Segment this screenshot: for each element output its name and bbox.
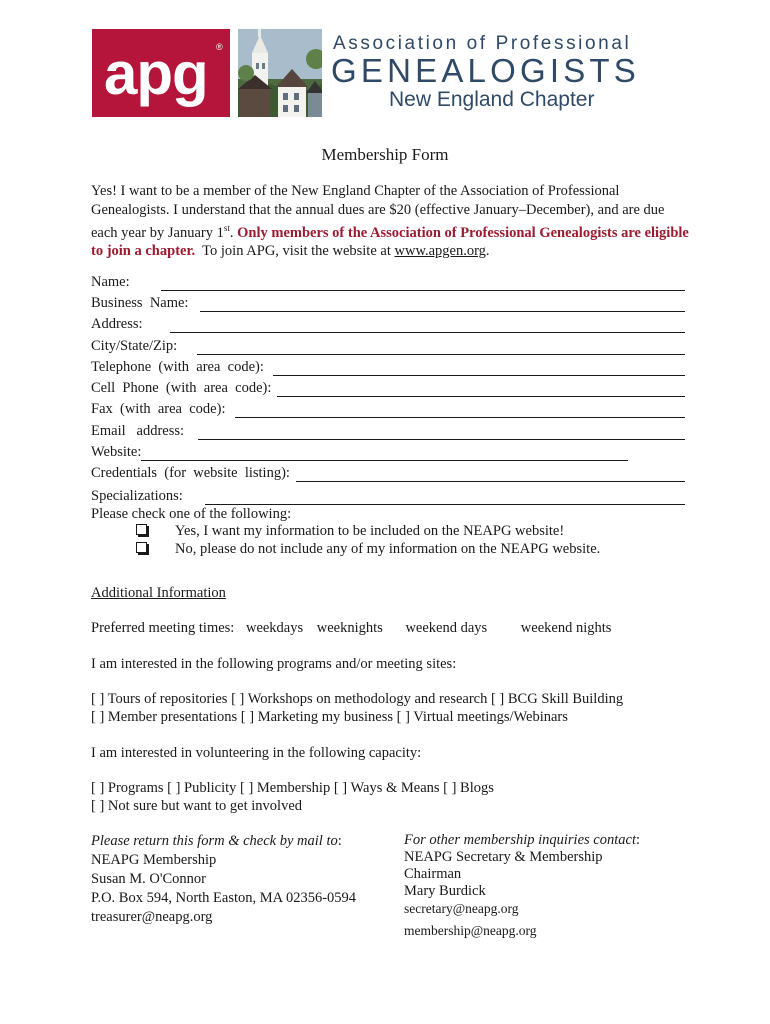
option-yes-label: Yes, I want my information to be included on the NEAPG website! [175,523,565,539]
specializations-input-line[interactable] [205,491,685,505]
credentials-label: Credentials (for website listing): [91,465,290,481]
name-field-row [91,271,685,291]
meeting-option-weeknights[interactable]: weeknights [316,620,383,636]
fax-field-row [91,398,685,418]
apgen-link[interactable]: www.apgen.org [394,243,486,260]
option-no-row [136,541,600,558]
fax-label: Fax (with area code): [91,401,226,417]
return-label [91,832,356,851]
contact-email-membership[interactable]: membership@neapg.org [404,923,537,938]
programs-prompt: I am interested in the following programs and/or meeting sites: [91,656,457,672]
check-prompt: Please check one of the following: [91,506,292,522]
org-name-line2: GENEALOGISTS [331,52,640,89]
meeting-option-weekend-days[interactable]: weekend days [405,620,488,636]
intro-paragraph [91,182,691,261]
cell-label: Cell Phone (with area code): [91,380,272,396]
intro-text-3: To join APG, visit the website at [195,243,395,260]
volunteer-line-1[interactable]: [ ] Programs [ ] Publicity [ ] Membership [ ] Ways & Means [ ] Blogs [91,780,494,796]
email-input-line[interactable] [198,426,685,440]
intro-text-1: Yes! I want to be a member of the New England Chapter of the Association of Professional Genealogists. I understand that the annual dues are $20 (effective January–December), and are due each year by January 1 [91,183,665,241]
meeting-option-weekdays[interactable]: weekdays [245,620,304,636]
name-input-line[interactable] [161,277,685,291]
meeting-times-row [91,620,611,637]
email-field-row [91,420,685,440]
contact-label-colon: : [635,832,641,848]
telephone-label: Telephone (with area code): [91,359,264,375]
programs-line-2[interactable]: [ ] Member presentations [ ] Marketing my business [ ] Virtual meetings/Webinars [91,709,568,725]
intro-end: . [485,243,490,260]
form-title: Membership Form [321,145,449,164]
meeting-option-weekend-nights[interactable]: weekend nights [520,620,612,636]
option-no-label: No, please do not include any of my information on the NEAPG website. [175,541,601,557]
return-line: Susan M. O'Connor [91,871,206,887]
church-scene-icon [238,29,322,117]
address-input-line[interactable] [170,319,685,333]
registered-mark: ® [216,42,223,52]
option-no-checkbox[interactable] [136,542,147,553]
fax-input-line[interactable] [235,404,685,418]
business-label: Business Name: [91,295,189,311]
citystatezip-field-row [91,335,685,355]
church-scene-image [238,29,322,117]
contact-line: Chairman [404,866,462,882]
credentials-input-line[interactable] [296,468,685,482]
business-input-line[interactable] [200,298,685,312]
additional-heading: Additional Information [91,585,226,601]
email-label: Email address: [91,423,185,439]
contact-email-secretary[interactable]: secretary@neapg.org [404,901,519,916]
return-line: NEAPG Membership [91,852,217,868]
specializations-field-row [91,485,685,505]
return-label-colon: : [337,833,342,849]
meeting-label: Preferred meeting times: [91,620,235,636]
credentials-field-row [91,462,685,482]
cell-input-line[interactable] [277,383,685,397]
telephone-field-row [91,356,685,376]
intro-text-2: . [229,224,238,241]
contact-line: NEAPG Secretary & Membership [404,849,603,865]
intro-bold-note: Only members of the Association of Professional Genealogists are eligible to join a chapter. [91,224,689,260]
return-line: P.O. Box 594, North Easton, MA 02356-0594 [91,890,357,906]
volunteer-line-2[interactable]: [ ] Not sure but want to get involved [91,798,303,814]
cell-field-row [91,377,685,397]
business-field-row [91,292,685,312]
citystatezip-input-line[interactable] [197,341,685,355]
address-label: Address: [91,316,143,332]
org-name-line1: Association of Professional [333,33,632,54]
telephone-input-line[interactable] [273,362,685,376]
intro-sup: st [223,223,230,233]
contact-label [404,832,640,849]
website-field-row [91,441,628,461]
return-email[interactable]: treasurer@neapg.org [91,909,213,925]
specializations-label: Specializations: [91,488,183,504]
org-name-line3: New England Chapter [389,88,595,111]
return-address-block [91,832,356,927]
address-field-row [91,313,685,333]
website-label: Website: [91,444,142,460]
contact-block [404,832,640,939]
contact-label-text: For other membership inquiries contact [404,832,636,848]
volunteer-prompt: I am interested in volunteering in the following capacity: [91,745,422,761]
option-yes-checkbox[interactable] [136,524,147,535]
citystatezip-label: City/State/Zip: [91,338,178,354]
name-label: Name: [91,274,130,290]
apg-logo-text: apg [104,40,208,107]
website-input-line[interactable] [141,447,628,461]
option-yes-row [136,523,564,540]
return-label-text: Please return this form & check by mail to [91,833,338,849]
programs-line-1[interactable]: [ ] Tours of repositories [ ] Workshops on methodology and research [ ] BCG Skill Building [91,691,624,707]
contact-line: Mary Burdick [404,883,486,899]
